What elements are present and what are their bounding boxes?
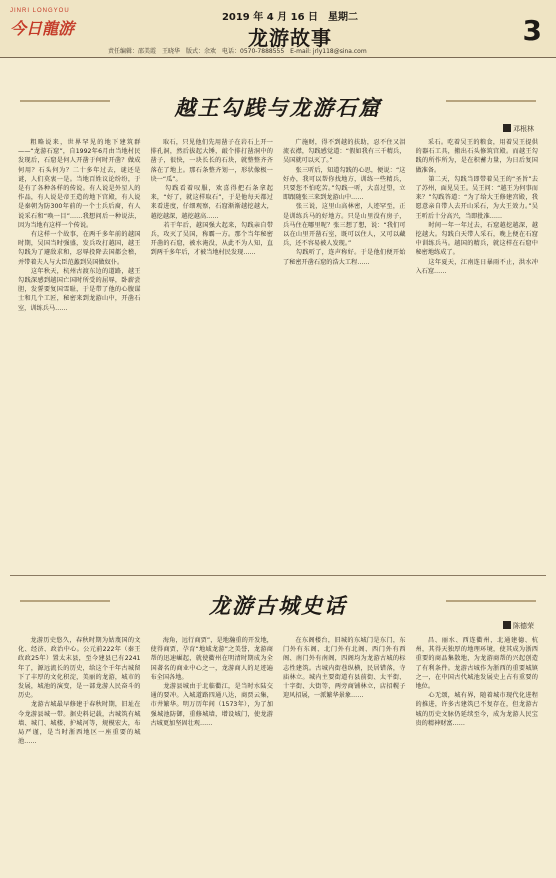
article-column (283, 636, 406, 868)
column-text: 昌、丽水、西连衢州，北通建德、杭州，其得天独厚的地理环境，使其成为浙西重要的商品集散地，为龙游商帮的兴起创造了有利条件。龙游古城作为浙西的重要城镇之一，在中国古代城池发展史上占有重要的地位。 心无颂，城有界，随着城市现代化进程的推进，许多古建筑已不复存在，但龙游古城的历史文脉仍延续至今，成为龙游人民宝贵的精神财富…… (415, 637, 538, 727)
column-text: 粗略说来，世界罕见的地下建筑群——“龙游石窟”，自1992年6月由当地村民发现后，石窟是何人开凿于何时开凿？做成何用？石头何为？二十多年过去，谜还是谜，人们莫衷一是。当地百姓议论纷纷，于是有了各种各样的传说。有人说是外星人的作品，有人说是帝王造的地下宫殿，有人说是秦朝为防300年前的一个士兵后裔，有人说采石和“唤一目”……我想问后一种说法，因为当地有这样一个传说。 有这样一个故事，在两千多年前的越国时期，吴国当时强盛，发兵攻打越国，越王勾践为了避敌求和，忍辱投降去国都会稽，并带着夫人与大臣范蠡到吴国做奴仆。 这年秋天，杭州古渡东边的道路，越王勾践深感到越国亡国时所受的屈辱，卧薪尝胆，发誓要复国雪耻，于是带了他的心腹谋士和几个工匠，秘密来到龙游山中，开凿石室，训练兵马…… (18, 139, 141, 312)
article-headline: 越王勾践与龙游石窟 (174, 95, 382, 120)
issue-date: 2019 年 4 月 16 日 星期二 (221, 12, 359, 23)
newspaper-logo (10, 8, 130, 48)
article-column (18, 138, 141, 558)
article-column (416, 138, 539, 558)
column-text: 取石，只见他们先用凿子在岩石上开一排孔洞，然后拔起大锤，敲个排打凿洞中的凿子，很快，一块长长的石块，就整整齐齐落在了地上。那石条整齐划一，形状像极一块一“瓜”。 勾践看着叹服，欢喜得把石条拿起来，“好了，就这样取石”，于是他每天都过来看进度，仔细观察，石窟渐渐越挖越大，越挖越深，越挖越高…… 若干年后，越国强大起来，勾践亲自带兵，攻灭了吴国，称霸一方。那个当年秘密开凿的石窟，被水淹没，从此不为人知，直到两千多年后，才被当地村民发现…… (150, 139, 273, 257)
article-column (416, 636, 539, 868)
byline-author: 陈德荣 (513, 622, 534, 630)
column-text: 采石。吃着吴王的粮食，用着吴王提供的器石工具，搬出石头修筑宫殿。而越王勾践的所作所为，是在积蓄力量，为日后复国做准备。 第二天，勾践当即带着吴王的“圣旨”去了苏州，面见吴王。吴王问：“越王为何事而来？”勾践答道：“为了给大王修建宫殿，我愿意亲自带人去开山采石，为大王效力。”吴王听后十分高兴，当即批准…… 时间一年一年过去，石窟越挖越深，越挖越大。勾践白天带人采石，晚上便在石窟中训练兵马。越国的精兵，就这样在石窟中秘密地练成了。 这年夏天，江南连日暴雨不止，洪水冲入石窟…… (415, 139, 538, 275)
logo-name: 今日龍游 (10, 19, 75, 38)
masthead (0, 0, 556, 58)
column-text: 广施财，得不到越的扶助，忍不住又泪流衣襟，勾践感觉道：“假如我有三千精兵，吴国就可以灭了。” 张三听后，知道勾践的心思，便说：“这好办，我可以帮你找地方，训练一些精兵，只要您不怕吃苦。”勾践一听，大喜过望，立即跟随张三来到龙游山中…… 张三说，这里山高林密，人迹罕至，正是训练兵马的好地方。只是山里没有房子，兵马住在哪里呢？张三想了想，说：“我们可以在山里开凿石室，既可以住人，又可以藏兵，还不容易被人发现。” 勾践听了，连声称好。于是他们便开始了秘密开凿石窟的浩大工程…… (283, 139, 406, 266)
page-number: 3 (522, 14, 542, 47)
article-column (151, 636, 274, 868)
article-byline (503, 621, 534, 631)
article-byline (503, 124, 534, 134)
byline-author: 邓根林 (513, 125, 534, 133)
column-text: 海角，远行商贾”，是地瀚重的开发地，使得商贾，孕育“地域龙游”之美誉，龙游商帮的迅速崛起，就使衢州在明清时期成为全国著名的商业中心之一，龙游商人的足迹遍布全国各地。 龙游县城由于北临衢江，是当时水陆交通的要冲。入城道路四通八达，商贾云集，市井繁华。明万历年间（1573年），为了加强城池防御，重修城墙，增设城门，使龙游古城更加坚固壮观…… (150, 637, 273, 727)
section-divider (10, 575, 546, 576)
article-body (18, 636, 538, 868)
column-text: 龙游历史悠久，春秋时期为姑蔑国的文化、经济、政治中心。公元前222年（秦王政政25年）置太末县，至今建县已有2241年了，源远流长的历史，给这个千年古城留下了丰厚的文化积淀，美丽的龙游，城市的发展，城池的演变，是一部龙游人民奋斗的历史。 龙游古城最早修建于春秋时期，旧址在今龙游县城一带。据史料记载，古城筑有城墙、城门、城楼、护城河等，规模宏大，布局严谨，是当时浙西地区一座重要的城池…… (18, 637, 141, 746)
byline-marker (503, 124, 511, 132)
editor-info-line: 责任编辑：邵美霞 王晓华 版式：余欢 电话：0570-7888555 E-mail: jrly118@sina.com (108, 48, 367, 55)
article-column (283, 138, 406, 558)
byline-marker (503, 621, 511, 629)
article-headline: 龙游古城史话 (209, 593, 347, 618)
article-column (18, 636, 141, 868)
column-text: 在东阁楼台，旧城的东城门是东门，东门外有东阁、北门外有北阁、西门外有西阁、南门外有南阁，四阁均为龙游古城的标志性建筑。古城内街巷纵横，民居错落，寺庙林立。城内主要街道有县前街、太平街、十字街、大街等，两旁商铺林立，店招幌子迎风招展，一派繁华景象…… (283, 637, 406, 700)
logo-pinyin: JINRI LONGYOU (10, 8, 70, 14)
section-title: 龙游故事 (248, 26, 332, 50)
article-column (151, 138, 274, 558)
article-body (18, 138, 538, 558)
